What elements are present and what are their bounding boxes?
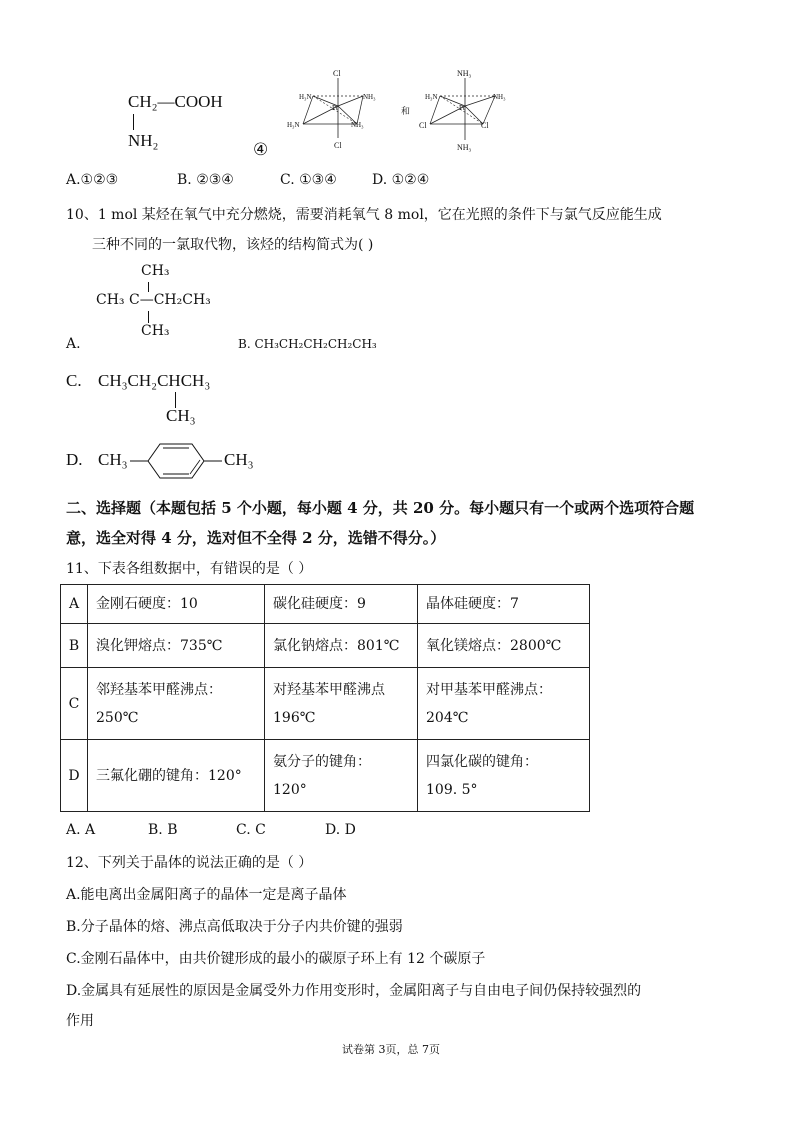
benzene-ring-icon — [130, 440, 222, 484]
q12-option-d-line2: 作用 — [66, 1013, 94, 1029]
table-row — [61, 668, 590, 740]
table-cell: 对甲基苯甲醛沸点： 204℃ — [418, 668, 590, 740]
pt-right-top-nh3: NH₃ — [457, 69, 472, 78]
pt-right-ligand-2: NH₃ — [493, 93, 506, 101]
q10-option-d-label: D. — [66, 450, 83, 469]
glycine-formula-bottom: NH₂ — [128, 131, 159, 150]
q9-option-c: C. ①③④ — [280, 172, 337, 188]
q11-option-a: A. A — [66, 822, 96, 838]
pt-right-ligand-1: H₃N — [425, 93, 438, 101]
pt-left-ligand-2: H₃N — [287, 121, 300, 129]
q9-option-b: B. ②③④ — [177, 172, 234, 188]
q10-option-b: B. CH₃CH₂CH₂CH₂CH₃ — [238, 337, 377, 351]
q10-option-d-left: CH₃ — [98, 450, 128, 469]
table-cell: 氧化镁熔点：2800℃ — [418, 624, 590, 668]
table-cell: 四氯化碳的键角： 109. 5° — [418, 740, 590, 812]
pt-left-ligand-3: NH₃ — [363, 93, 376, 101]
section2-heading-line2: 意，选全对得 4 分，选对但不全得 2 分，选错不得分。） — [66, 529, 446, 547]
pt-right-center: Pt — [459, 104, 465, 112]
conjunction-he: 和 — [401, 106, 411, 116]
q10-option-c-branch: CH₃ — [166, 406, 196, 425]
q10-stem-line2: 三种不同的一氯取代物，该烃的结构简式为( ) — [92, 237, 374, 253]
pt-left-ligand-1: H₃N — [299, 93, 312, 101]
pt-complex-diagrams — [285, 62, 525, 157]
row-label: A — [61, 585, 88, 624]
table-cell: 氨分子的键角： 120° — [265, 740, 418, 812]
pt-complex-left — [287, 69, 376, 150]
q11-option-d: D. D — [325, 822, 356, 838]
q12-option-a: A.能电离出金属阳离子的晶体一定是离子晶体 — [66, 887, 347, 903]
q11-stem: 11、下表各组数据中，有错误的是（ ） — [66, 561, 313, 577]
table-cell: 三氟化硼的键角：120° — [88, 740, 265, 812]
pt-complex-right — [419, 69, 506, 152]
table-row — [61, 585, 590, 624]
glycine-bond — [133, 114, 134, 130]
pt-left-center: Pt — [332, 104, 338, 112]
q11-data-table — [60, 584, 590, 812]
section2-heading-line1: 二、选择题（本题包括 5 个小题，每小题 4 分，共 20 分。每小题只有一个或两个选项符合题 — [66, 499, 695, 517]
q10-a-bond-up — [148, 282, 149, 292]
table-cell: 氯化钠熔点：801℃ — [265, 624, 418, 668]
q12-option-c: C.金刚石晶体中，由共价键形成的最小的碳原子环上有 12 个碳原子 — [66, 951, 486, 967]
pt-left-ligand-4: NH₃ — [351, 121, 364, 129]
pt-right-bottom-nh3: NH₃ — [457, 143, 472, 152]
q10-a-bottom: CH₃ — [141, 323, 170, 339]
q11-option-b: B. B — [148, 822, 178, 838]
row-label: C — [61, 668, 88, 740]
table-cell: 碳化硅硬度：9 — [265, 585, 418, 624]
q9-option-a: A.①②③ — [66, 172, 119, 188]
q10-option-c-formula: CH₃CH₂CHCH₃ — [98, 371, 211, 390]
table-cell: 金刚石硬度：10 — [88, 585, 265, 624]
table-row — [61, 624, 590, 668]
table-cell: 对羟基苯甲醛沸点 196℃ — [265, 668, 418, 740]
pt-right-ligand-3: Cl — [419, 121, 427, 130]
q10-a-bond-down — [148, 311, 149, 323]
table-cell: 晶体硅硬度：7 — [418, 585, 590, 624]
page-footer: 试卷第 3页，总 7页 — [342, 1043, 440, 1056]
q12-option-b: B.分子晶体的熔、沸点高低取决于分子内共价键的强弱 — [66, 919, 403, 935]
table-cell: 溴化钾熔点：735℃ — [88, 624, 265, 668]
q10-option-c-label: C. — [66, 371, 82, 390]
q10-option-d-right: CH₃ — [224, 450, 254, 469]
q10-a-top: CH₃ — [141, 263, 170, 279]
glycine-formula-top: CH₂—COOH — [128, 92, 223, 111]
q10-stem-line1: 10、1 mol 某烃在氧气中充分燃烧，需要消耗氧气 8 mol，它在光照的条件下与氯气反应能生成 — [66, 207, 662, 223]
q12-stem: 12、下列关于晶体的说法正确的是（ ） — [66, 855, 313, 871]
q9-option-d: D. ①②④ — [372, 172, 430, 188]
row-label: D — [61, 740, 88, 812]
q11-option-c: C. C — [236, 822, 266, 838]
pt-left-top-cl: Cl — [333, 69, 341, 78]
circle-number-4: ④ — [253, 140, 269, 159]
pt-right-ligand-4: Cl — [481, 121, 489, 130]
pt-left-bottom-cl: Cl — [334, 141, 342, 150]
q10-a-middle: CH₃ C—CH₂CH₃ — [96, 292, 211, 308]
table-row — [61, 740, 590, 812]
table-cell: 邻羟基苯甲醛沸点： 250℃ — [88, 668, 265, 740]
row-label: B — [61, 624, 88, 668]
q12-option-d-line1: D.金属具有延展性的原因是金属受外力作用变形时，金属阳离子与自由电子间仍保持较强烈的 — [66, 983, 642, 999]
q10-option-a-label: A. — [66, 336, 81, 352]
